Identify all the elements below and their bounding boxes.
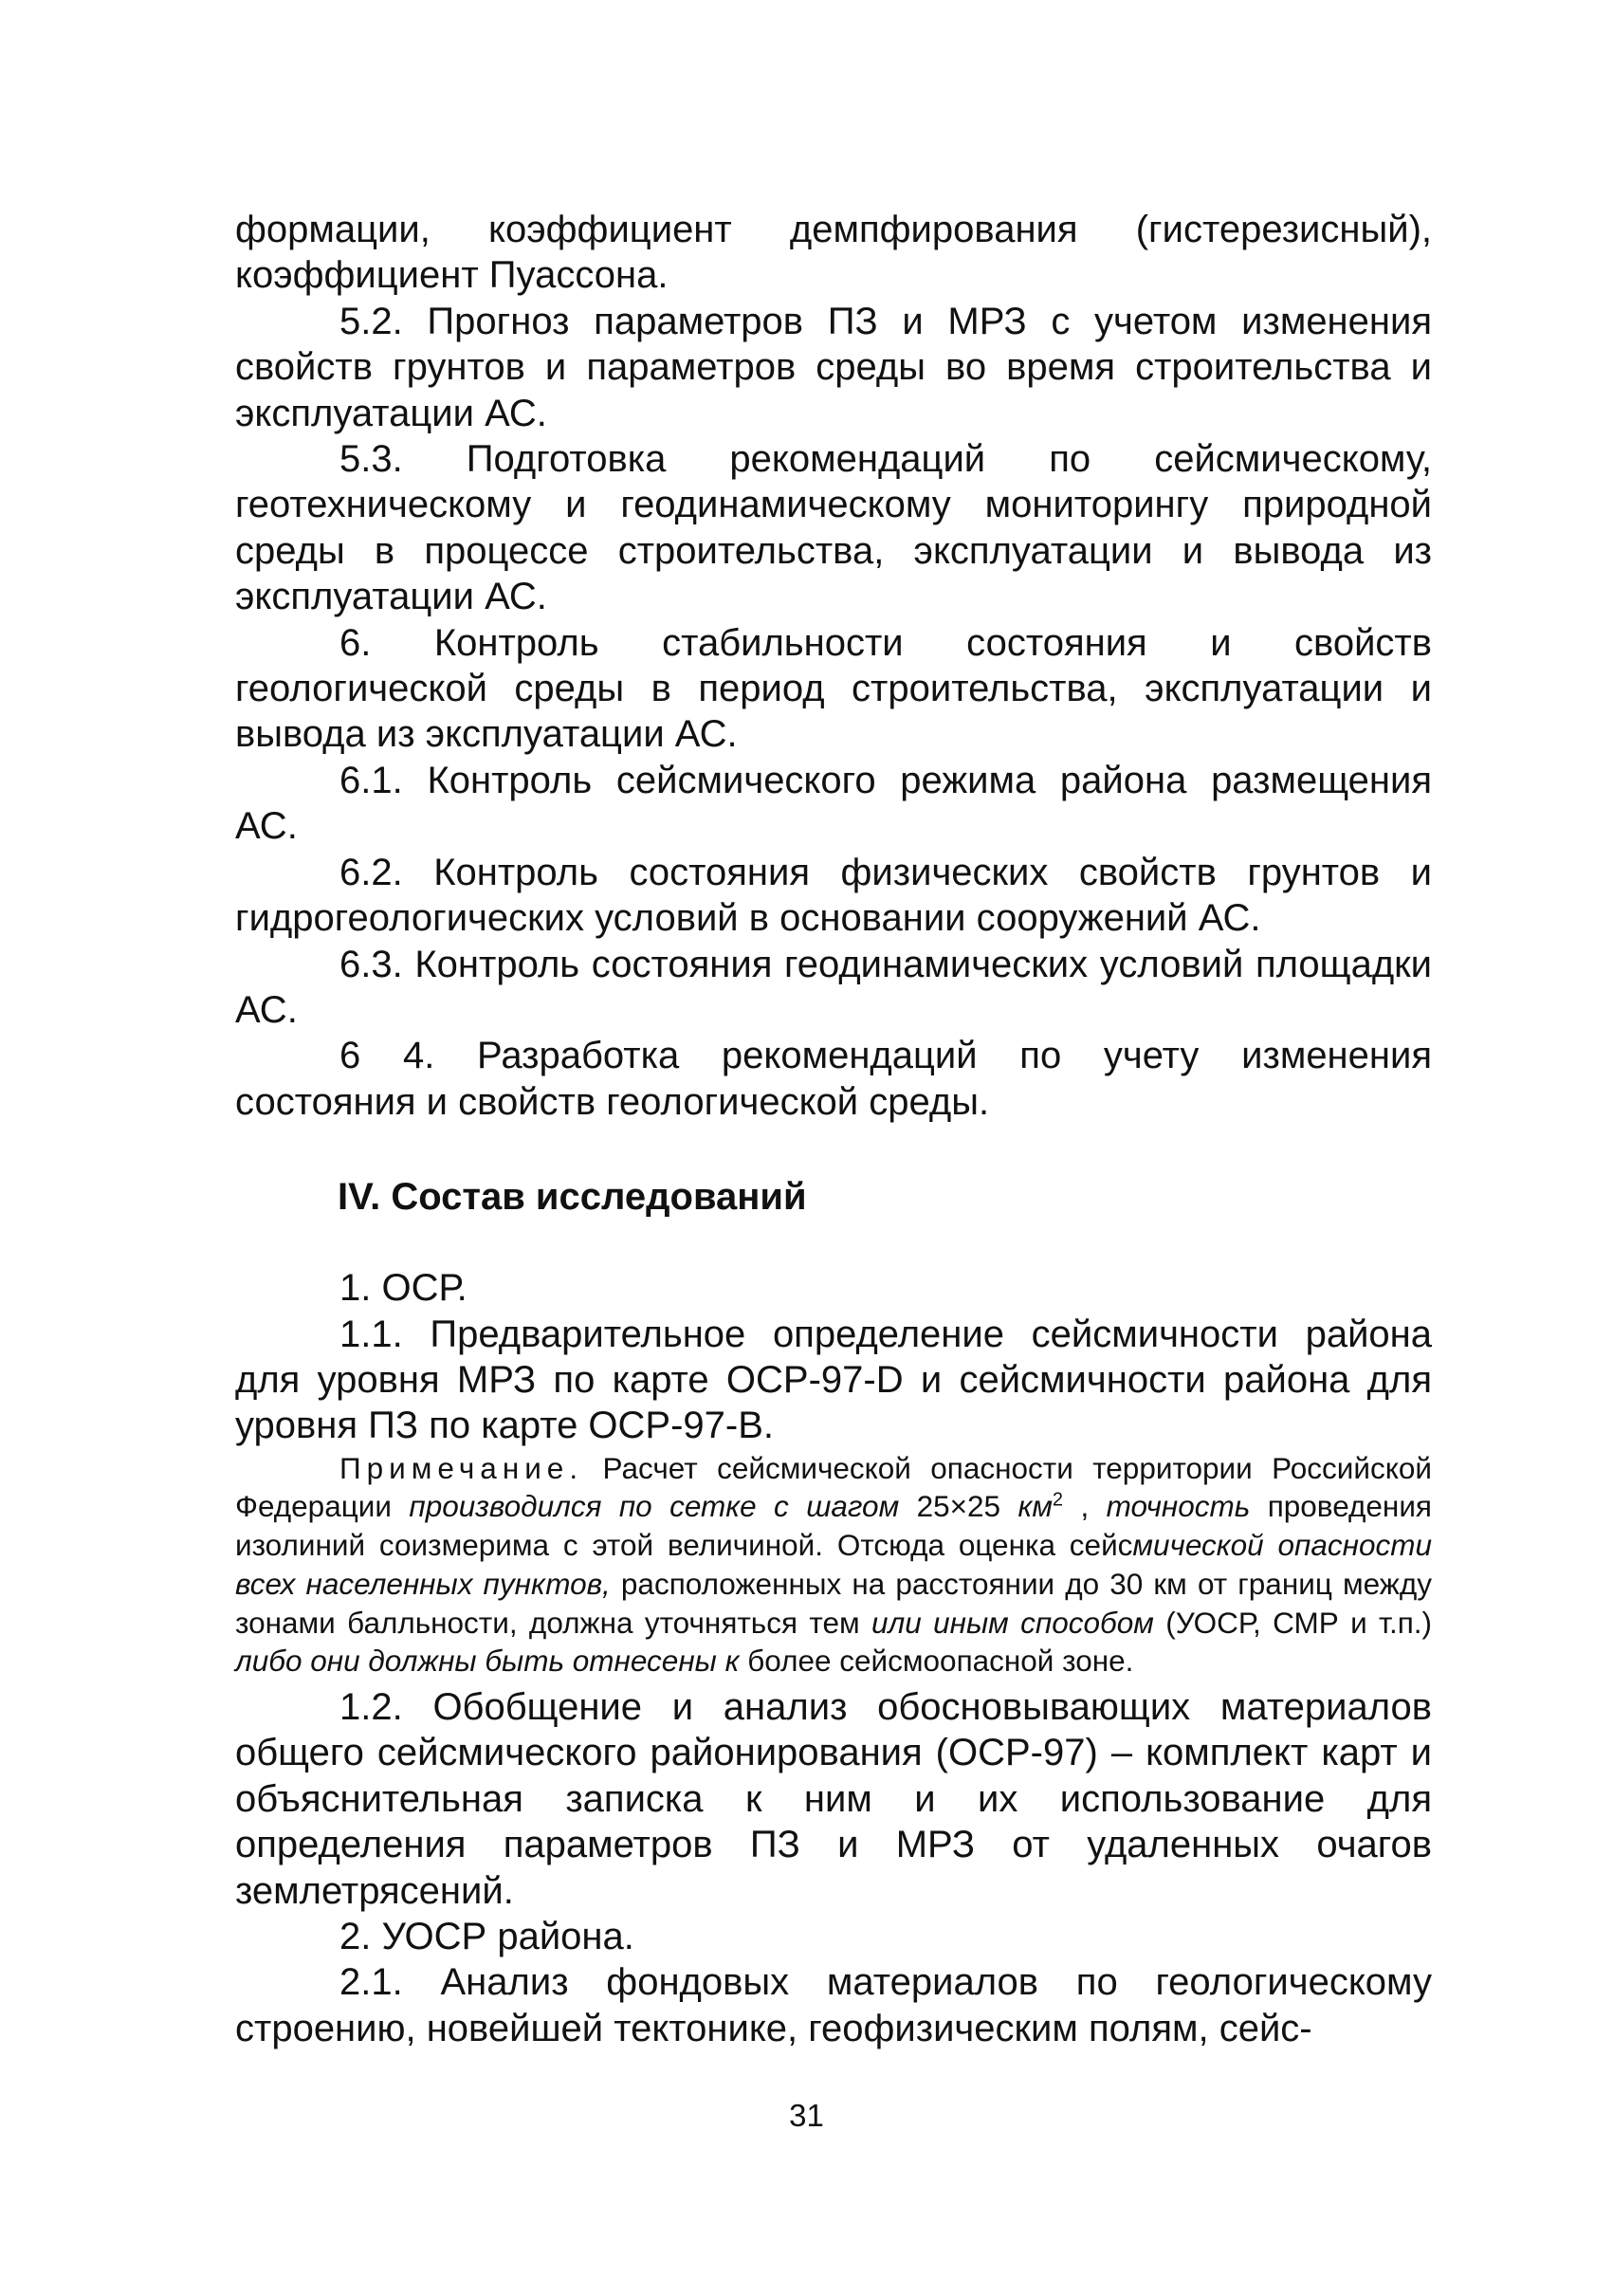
note-text: расположенных на расстоянии до 30 км от границ между зонами балльности, должна уточняться тем (235, 1566, 1432, 1640)
section-heading: IV. Состав исследований (338, 1176, 807, 1219)
paragraph-5-2: 5.2. Прогноз параметров ПЗ и МРЗ с учетом изменения свойств грунтов и параметров среды во время строительства и эксплуатации АС. (235, 300, 1432, 434)
note-text-italic: или иным способом (871, 1605, 1154, 1640)
paragraph-2: 2. УОСР района. (339, 1916, 634, 1957)
note-text: 25×25 (899, 1489, 1018, 1524)
paragraph-1: 1. ОСР. (339, 1267, 467, 1310)
paragraph-1-2: 1.2. Обобщение и анализ обосновывающих материалов общего сейсмического районирования (ОСР-97) – комплект карт и объяснительная записка к ним и их использование для определения параметров ПЗ и МРЗ от удаленных очагов землетрясений. (235, 1685, 1432, 1912)
note-text: Расчет сейсмической опасности территории Российской Федерации (235, 1450, 1432, 1524)
paragraph-6: 6. Контроль стабильности состояния и свойств геологической среды в период строительства, эксплуатации и вывода из эксплуатации АС. (235, 621, 1432, 756)
paragraph-5-3: 5.3. Подготовка рекомендаций по сейсмическому, геотехническому и геодинамическому мониторингу природной среды в процессе строительства, эксплуатации и вывода из эксплуатации АС. (235, 438, 1432, 618)
note-text-italic: точность (1106, 1489, 1251, 1524)
paragraph-continuation: формации, коэффициент демпфирования (гистерезисный), коэффициент Пуассона. (235, 209, 1432, 297)
note-text: , (1063, 1489, 1107, 1524)
page-number: 31 (789, 2098, 824, 2133)
note-text: проведения изолиний соизмерима с этой величиной. Отсюда оценка сейс (235, 1489, 1432, 1563)
note-text-italic: либо они должны быть отнесены к (235, 1644, 740, 1679)
paragraph-2-1: 2.1. Анализ фондовых материалов по геологическому строению, новейшей тектонике, геофизическим полям, сейс- (235, 1961, 1432, 2049)
paragraph-1-1: 1.1. Предварительное определение сейсмичности района для уровня МРЗ по карте ОСР-97-D и сейсмичности района для уровня ПЗ по карте ОСР-97-В. (235, 1313, 1432, 1447)
paragraph-6-3: 6.3. Контроль состояния геодинамических условий площадки АС. (235, 943, 1432, 1031)
paragraph-6-2: 6.2. Контроль состояния физических свойств грунтов и гидрогеологических условий в основании сооружений АС. (235, 851, 1432, 940)
paragraph-6-1: 6.1. Контроль сейсмического режима района размещения АС. (235, 759, 1432, 848)
note-text-italic: производился по сетке с шагом (409, 1489, 900, 1524)
note-unit: км (1017, 1489, 1053, 1524)
body-text (235, 207, 1432, 2051)
note-paragraph (235, 1449, 1432, 1681)
note-text: (УОСР, СМР и т.п.) (1153, 1605, 1433, 1640)
note-text: более сейсмоопасной зоне. (739, 1644, 1134, 1679)
note-text-italic: мической опасности всех населенных пунктов, (235, 1528, 1432, 1601)
note-superscript: 2 (1052, 1489, 1064, 1511)
note-label: Примечание. (339, 1450, 584, 1485)
paragraph-6-4: 6 4. Разработка рекомендаций по учету изменения состояния и свойств геологической среды. (235, 1035, 1432, 1123)
